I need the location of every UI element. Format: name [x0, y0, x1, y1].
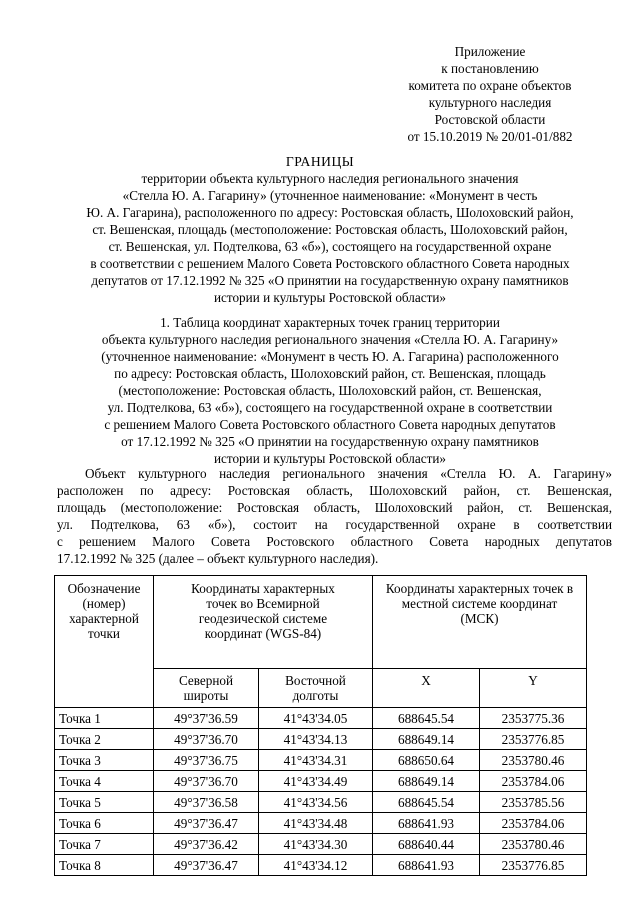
north-value: 49°37'36.47: [154, 813, 259, 834]
east-value: 41°43'34.56: [259, 792, 373, 813]
y-value: 2353780.46: [480, 750, 587, 771]
header-msk: Координаты характерных точек в местной системе координат (МСК): [373, 576, 587, 669]
paragraph-line: с решением Малого Совета Ростовского областного Совета народных депутатов: [57, 534, 612, 549]
appendix-line: Ростовской области: [434, 112, 546, 127]
east-value: 41°43'34.12: [259, 855, 373, 876]
table-row: [55, 813, 587, 834]
table-title-line: от 17.12.1992 № 325 «О принятии на государственную охрану памятников: [121, 434, 539, 449]
subtitle-line: истории и культуры Ростовской области»: [213, 290, 447, 305]
table-row: [55, 729, 587, 750]
paragraph-line: площадь (местоположение: Ростовская область, Шолоховский район, ст. Вешенская,: [57, 500, 612, 515]
x-value: 688645.54: [373, 792, 480, 813]
header-x: X: [373, 669, 480, 708]
subtitle-line: в соответствии с решением Малого Совета Ростовского областного Совета народных: [90, 256, 570, 271]
x-value: 688650.64: [373, 750, 480, 771]
point-label: Точка 1: [55, 708, 154, 729]
y-value: 2353776.85: [480, 729, 587, 750]
x-value: 688641.93: [373, 855, 480, 876]
north-value: 49°37'36.58: [154, 792, 259, 813]
y-value: 2353780.46: [480, 834, 587, 855]
appendix-line: от 15.10.2019 № 20/01-01/882: [407, 129, 573, 144]
point-label: Точка 6: [55, 813, 154, 834]
table-title-line: с решением Малого Совета Ростовского областного Совета народных депутатов: [104, 417, 556, 432]
table-row: [55, 792, 587, 813]
table-title: [40, 314, 620, 467]
y-value: 2353784.06: [480, 771, 587, 792]
x-value: 688641.93: [373, 813, 480, 834]
point-label: Точка 8: [55, 855, 154, 876]
point-label: Точка 5: [55, 792, 154, 813]
header-y: Y: [480, 669, 587, 708]
north-value: 49°37'36.59: [154, 708, 259, 729]
table-row: [55, 708, 587, 729]
y-value: 2353785.56: [480, 792, 587, 813]
north-value: 49°37'36.70: [154, 771, 259, 792]
subtitle-line: «Стелла Ю. А. Гагарину» (уточненное наименование: «Монумент в честь: [122, 188, 538, 203]
x-value: 688649.14: [373, 729, 480, 750]
table-title-line: объекта культурного наследия регионального значения «Стелла Ю. А. Гагарину»: [101, 332, 559, 347]
subtitle-line: территории объекта культурного наследия регионального значения: [141, 171, 519, 186]
paragraph-line: расположен по адресу: Ростовская область, Шолоховский район, ст. Вешенская,: [57, 483, 612, 498]
north-value: 49°37'36.42: [154, 834, 259, 855]
header-north-latitude: Северной широты: [154, 669, 259, 708]
east-value: 41°43'34.31: [259, 750, 373, 771]
x-value: 688640.44: [373, 834, 480, 855]
appendix-line: к постановлению: [441, 61, 539, 76]
point-label: Точка 7: [55, 834, 154, 855]
table-title-line: по адресу: Ростовская область, Шолоховский район, ст. Вешенская, площадь: [114, 366, 546, 381]
east-value: 41°43'34.48: [259, 813, 373, 834]
y-value: 2353776.85: [480, 855, 587, 876]
subtitle-line: депутатов от 17.12.1992 № 325 «О принятии на государственную охрану памятников: [91, 273, 569, 288]
header-east-longitude: Восточной долготы: [259, 669, 373, 708]
north-value: 49°37'36.47: [154, 855, 259, 876]
description-paragraph: [57, 465, 612, 567]
east-value: 41°43'34.05: [259, 708, 373, 729]
x-value: 688649.14: [373, 771, 480, 792]
north-value: 49°37'36.75: [154, 750, 259, 771]
table-row: [55, 750, 587, 771]
paragraph-line: Объект культурного наследия регионального значения «Стелла Ю. А. Гагарину»: [85, 466, 612, 481]
document-subtitle: [40, 170, 620, 306]
paragraph-line: 17.12.1992 № 325 (далее – объект культурного наследия).: [57, 551, 379, 566]
subtitle-line: ст. Вешенская, площадь (местоположение: Ростовская область, Шолоховский район,: [92, 222, 568, 237]
table-title-line: (уточненное наименование: «Монумент в честь Ю. А. Гагарина) расположенного: [101, 349, 559, 364]
table-row: [55, 834, 587, 855]
subtitle-line: Ю. А. Гагарина), расположенного по адресу: Ростовская область, Шолоховский район,: [86, 205, 574, 220]
appendix-line: Приложение: [454, 44, 526, 59]
table-title-line: 1. Таблица координат характерных точек границ территории: [160, 315, 500, 330]
paragraph-line: ул. Подтелкова, 63 «б»), состоит на государственной охране в соответствии: [57, 517, 612, 532]
east-value: 41°43'34.49: [259, 771, 373, 792]
east-value: 41°43'34.13: [259, 729, 373, 750]
appendix-line: культурного наследия: [428, 95, 552, 110]
y-value: 2353784.06: [480, 813, 587, 834]
table-title-line: (местоположение: Ростовская область, Шолоховский район, ст. Вешенская,: [118, 383, 542, 398]
coordinates-table: [54, 575, 587, 876]
point-label: Точка 4: [55, 771, 154, 792]
subtitle-line: ст. Вешенская, ул. Подтелкова, 63 «б»), состоящего на государственной охране: [108, 239, 552, 254]
appendix-header: [380, 43, 600, 145]
north-value: 49°37'36.70: [154, 729, 259, 750]
table-title-line: ул. Подтелкова, 63 «б»), состоящего на государственной охране в соответствии: [107, 400, 553, 415]
header-wgs84: Координаты характерных точек во Всемирной геодезической системе координат (WGS-84): [154, 576, 373, 669]
y-value: 2353775.36: [480, 708, 587, 729]
document-title: ГРАНИЦЫ: [285, 154, 355, 169]
x-value: 688645.54: [373, 708, 480, 729]
header-designation: Обозначение (номер) характерной точки: [55, 576, 154, 708]
east-value: 41°43'34.30: [259, 834, 373, 855]
table-title-line: истории и культуры Ростовской области»: [213, 451, 447, 466]
table-row: [55, 855, 587, 876]
table-row: [55, 771, 587, 792]
appendix-line: комитета по охране объектов: [408, 78, 572, 93]
point-label: Точка 3: [55, 750, 154, 771]
point-label: Точка 2: [55, 729, 154, 750]
